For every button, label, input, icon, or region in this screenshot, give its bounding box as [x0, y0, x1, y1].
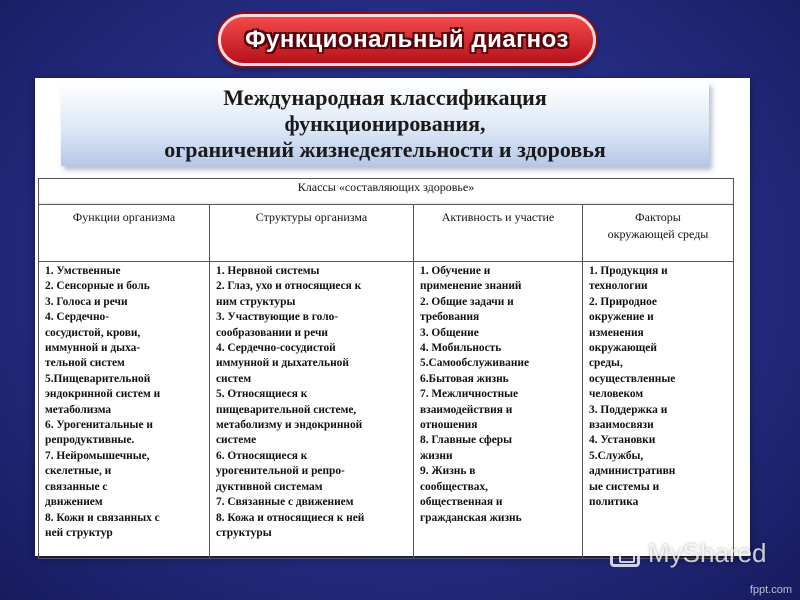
- column-header-structures: Структуры организма: [210, 205, 414, 262]
- list-item: 7. Межличностные взаимодействия и отношения: [420, 388, 519, 432]
- column-header-environment: Факторы окружающей среды: [583, 205, 734, 262]
- watermark-text: MyShared: [648, 538, 767, 568]
- list-item: 8. Главные сферы жизни: [420, 434, 513, 462]
- list-item: 2. Сенсорные и боль: [45, 280, 150, 293]
- list-item: 1. Продукция и технологии: [589, 265, 668, 293]
- classes-header: Классы «составляющих здоровье»: [39, 179, 734, 205]
- list-item: 4. Сердечно-сосудистой иммунной и дыхательной систем: [216, 342, 349, 385]
- list-item: 2. Глаз, ухо и относящиеся к ним структуры: [216, 280, 362, 308]
- list-item: 9. Жизнь в сообществах, общественная и гражданская жизнь: [420, 465, 522, 524]
- presentation-icon: [610, 541, 640, 567]
- functions-cell: [39, 262, 210, 559]
- environment-list: [589, 264, 729, 511]
- heading-line-1: Международная классификация: [223, 85, 547, 110]
- list-item: 8. Кожи и связанных с ней структур: [45, 511, 160, 539]
- list-item: 5. Относящиеся к пищеварительной системе, метаболизму и эндокринной системе: [216, 388, 363, 447]
- list-item: 4. Установки: [589, 434, 656, 447]
- list-item: 5.Самообслуживание: [420, 357, 530, 370]
- list-item: 3. Голоса и речи: [45, 295, 128, 308]
- list-item: 2. Общие задачи и требования: [420, 295, 514, 324]
- functions-list: [45, 264, 205, 541]
- slide-title: Функциональный диагноз: [245, 26, 569, 53]
- list-item: 7. Связанные с движением: [216, 496, 354, 509]
- list-item: 4. Сердечно- сосудистой, крови, иммунной и дыха- тельной систем: [45, 311, 141, 370]
- list-item: 6. Относящиеся к урогенительной и репро- дуктивной системам: [216, 449, 345, 493]
- column-header-activity: Активность и участие: [414, 205, 583, 262]
- list-item: 7. Нейромышечные, скелетные, и связанные с движением: [45, 449, 150, 509]
- list-item: 3. Поддержка и взаимосвязи: [589, 403, 668, 432]
- structures-list: [216, 264, 409, 541]
- list-item: 3. Участвующие в голо- сообразовании и речи: [216, 311, 339, 339]
- list-item: 8. Кожа и относящиеся к ней структуры: [216, 511, 365, 539]
- list-item: 2. Природное окружение и изменения окружающей среды, осуществленные человеком: [589, 295, 676, 401]
- environment-cell: [583, 262, 734, 559]
- classification-heading: [61, 82, 709, 166]
- icf-table: [38, 178, 734, 559]
- activity-cell: [414, 262, 583, 559]
- list-item: 1. Обучение и применение знаний: [420, 265, 522, 293]
- list-item: 5.Службы, административн ые системы и политика: [589, 449, 676, 509]
- list-item: 1. Умственные: [45, 265, 121, 277]
- list-item: 6. Урогенитальные и репродуктивные.: [45, 419, 153, 447]
- heading-line-3: ограничений жизнедеятельности и здоровья: [164, 137, 606, 162]
- list-item: 3. Общение: [420, 326, 479, 339]
- list-item: 5.Пищеварительной эндокринной систем и метаболизма: [45, 372, 161, 416]
- structures-cell: [210, 262, 414, 559]
- column-header-functions: Функции организма: [39, 205, 210, 262]
- myshared-watermark: [610, 538, 767, 569]
- activity-list: [420, 264, 578, 526]
- heading-line-2: функционирования,: [284, 111, 486, 136]
- content-sheet: [35, 78, 750, 556]
- slide-title-banner: [218, 14, 596, 66]
- list-item: 6.Бытовая жизнь: [420, 372, 509, 385]
- list-item: 4. Мобильность: [420, 342, 502, 355]
- footer-brand: fppt.com: [749, 584, 792, 596]
- list-item: 1. Нервной системы: [216, 265, 320, 277]
